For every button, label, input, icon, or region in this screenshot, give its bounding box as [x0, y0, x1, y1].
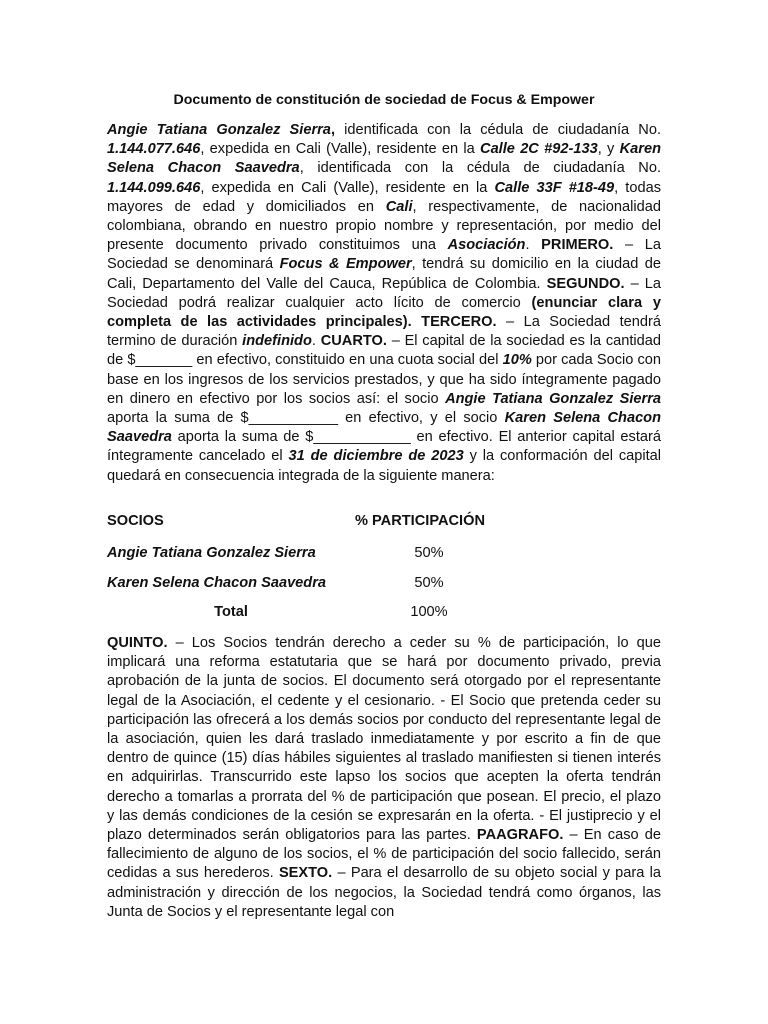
emphasis-text: SEXTO. [278, 865, 333, 882]
emphasis-text: CUARTO. [320, 333, 387, 350]
table-total-row [107, 604, 661, 626]
body-text: – La Sociedad se denominará [107, 237, 662, 273]
body-text [412, 314, 421, 330]
emphasis-text: Calle 33F #18-49 [494, 179, 615, 196]
body-text: . [525, 237, 542, 254]
total-label: Total [214, 604, 248, 620]
body-text: – La Sociedad podrá realizar cualquier acto lícito de comercio [107, 275, 661, 311]
header-socios: SOCIOS [107, 513, 164, 529]
body-text: aporta la suma de $____________ en efectivo. El anterior capital estará íntegramente cancelado el [107, 429, 661, 465]
emphasis-text: 1.144.077.646 [107, 141, 201, 158]
emphasis-text: PAAGRAFO. [476, 827, 564, 844]
body-text: – En caso de fallecimiento de alguno de los socios, el % de participación del socio fallecido, serán cedidas a sus herederos. [107, 827, 661, 882]
emphasis-text: (enunciar clara y completa de las actividades principales). [107, 294, 661, 331]
body-text: por cada Socio con base en los ingresos de los servicios prestados, y que ha sido íntegramente pagado en dinero en efectivo por los socios así: el socio [107, 352, 661, 407]
body-text: – La Sociedad tendrá termino de duración [107, 314, 661, 350]
body-text: . [311, 333, 321, 350]
emphasis-text: PRIMERO. [541, 237, 614, 254]
document-title: Documento de constitución de sociedad de Focus & Empower [173, 92, 595, 108]
emphasis-text: TERCERO. [421, 314, 497, 331]
body-text: , y [597, 141, 620, 158]
body-text: – El capital de la sociedad es la cantidad de $_______ en efectivo, constituido en una cuota social del [107, 333, 662, 369]
emphasis-text: Cali [385, 198, 413, 215]
emphasis-text: , [330, 122, 335, 138]
emphasis-text: indefinido [242, 333, 312, 350]
body-text: , tendrá su domicilio en la ciudad de Cali, Departamento del Valle del Cauca, República de Colombia. [107, 256, 661, 292]
emphasis-text: Angie Tatiana Gonzalez Sierra [107, 122, 331, 138]
header-participacion: % PARTICIPACIÓN [355, 513, 485, 529]
emphasis-text: SEGUNDO. [546, 275, 625, 292]
body-text: – Para el desarrollo de su objeto social y para la administración y dirección de los negocios, la Sociedad tendrá como órganos, las Junta de Socios y el representante legal con [107, 865, 661, 920]
total-percentage: 100% [410, 604, 448, 620]
partner-name: Karen Selena Chacon Saavedra [107, 575, 327, 591]
partner-percentage: 50% [414, 575, 444, 591]
emphasis-text: 1.144.099.646 [107, 179, 201, 196]
emphasis-text: Asociación [447, 237, 526, 254]
table-row [107, 575, 661, 597]
body-text: , identificada con la cédula de ciudadanía No. [299, 160, 662, 177]
emphasis-text: 10% [502, 352, 532, 369]
body-text: y la conformación del capital quedará en consecuencia integrada de la siguiente manera: [107, 448, 662, 484]
table-row [107, 545, 661, 567]
table-header-row [107, 513, 661, 535]
emphasis-text: Karen Selena Chacon Saavedra [107, 141, 661, 177]
body-text: , respectivamente, de nacionalidad colombiana, obrando en nuestro propio nombre y representación, por medio del presente documento privado constituimos una [107, 198, 661, 254]
emphasis-text: QUINTO. [107, 635, 168, 651]
body-text: identificada con la cédula de ciudadanía No. [335, 122, 661, 138]
emphasis-text: Calle 2C #92-133 [480, 141, 598, 158]
partner-percentage: 50% [414, 545, 444, 561]
body-text: , todas mayores de edad y domiciliados en [107, 179, 661, 215]
emphasis-text: Angie Tatiana Gonzalez Sierra [445, 390, 661, 407]
emphasis-text: 31 de diciembre de 2023 [288, 448, 464, 465]
paragraph-constitution [107, 121, 661, 486]
emphasis-text: Karen Selena Chacon Saavedra [107, 410, 662, 446]
body-text: – Los Socios tendrán derecho a ceder su % de participación, lo que implicará una reforma estatutaria que se hará por documento privado, previa aprobación de la junta de socios. El documento será otorgado por el representante legal de la Asociación, el cedente y el cesionario. - El Socio que pretenda ceder su participación las ofrecerá a los demás socios por conducto del representante legal de la asociación, quien les dará traslado inmediatamente y por escrito a fin de que dentro de quince (15) días hábiles siguientes al traslado manifiesten si tienen interés en adquirirlas. Transcurrido este lapso los socios que acepten la oferta tendrán derecho a tomarlas a prorrata del % de participación que posean. El precio, el plazo y las demás condiciones de la cesión se expresarán en la oferta. - El justiprecio y el plazo determinados serán obligatorios para las partes. [107, 635, 661, 844]
body-text: , expedida en Cali (Valle), residente en la [200, 179, 495, 196]
paragraph-clauses [107, 634, 661, 922]
partner-name: Angie Tatiana Gonzalez Sierra [107, 545, 316, 561]
body-text: aporta la suma de $___________ en efectivo, y el socio [107, 410, 505, 427]
emphasis-text: Focus & Empower [279, 256, 412, 273]
body-text: , expedida en Cali (Valle), residente en la [200, 141, 481, 158]
